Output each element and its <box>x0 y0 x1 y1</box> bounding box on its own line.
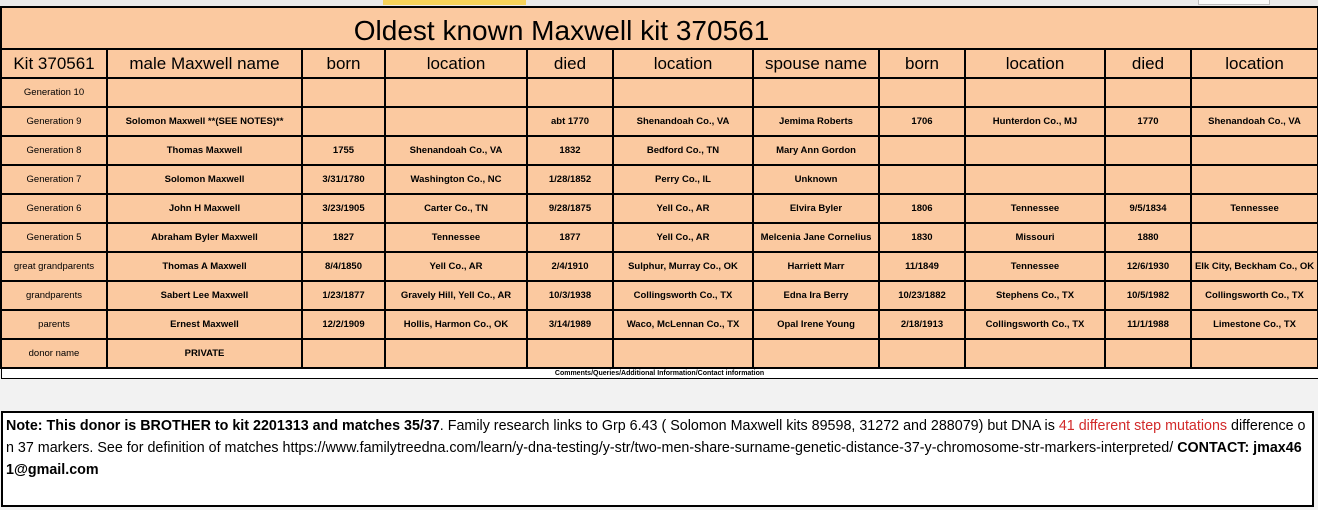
data-cell[interactable]: Tennessee <box>385 223 527 252</box>
data-cell[interactable]: 10/3/1938 <box>527 281 613 310</box>
generation-label-cell[interactable]: Generation 6 <box>1 194 107 223</box>
data-cell[interactable]: Melcenia Jane Cornelius <box>753 223 879 252</box>
column-header[interactable]: died <box>527 49 613 78</box>
data-cell[interactable]: 1/23/1877 <box>302 281 385 310</box>
column-header[interactable]: born <box>302 49 385 78</box>
data-cell[interactable]: Shenandoah Co., VA <box>613 107 753 136</box>
table-row <box>1 310 1318 339</box>
data-cell[interactable]: Opal Irene Young <box>753 310 879 339</box>
data-cell[interactable]: Solomon Maxwell **(SEE NOTES)** <box>107 107 302 136</box>
data-cell[interactable]: 3/31/1780 <box>302 165 385 194</box>
data-cell[interactable]: Washington Co., NC <box>385 165 527 194</box>
data-cell[interactable] <box>1191 78 1318 107</box>
column-header[interactable]: died <box>1105 49 1191 78</box>
data-cell[interactable] <box>1105 165 1191 194</box>
data-cell[interactable]: Shenandoah Co., VA <box>1191 107 1318 136</box>
column-header[interactable]: location <box>613 49 753 78</box>
note-bold-intro: Note: This donor is BROTHER to kit 2201313 and matches 35/37 <box>6 418 440 434</box>
generation-label-cell[interactable]: Generation 9 <box>1 107 107 136</box>
data-cell[interactable] <box>965 78 1105 107</box>
data-cell[interactable]: Yell Co., AR <box>385 252 527 281</box>
data-cell[interactable]: Ernest Maxwell <box>107 310 302 339</box>
data-cell[interactable]: 9/5/1834 <box>1105 194 1191 223</box>
data-cell[interactable]: Edna Ira Berry <box>753 281 879 310</box>
data-cell[interactable] <box>753 78 879 107</box>
data-cell[interactable] <box>1191 136 1318 165</box>
family-tree-table <box>0 6 1318 379</box>
toolbar-button-edge[interactable] <box>1198 0 1270 5</box>
comments-row <box>1 368 1318 379</box>
data-cell[interactable] <box>965 165 1105 194</box>
data-cell[interactable] <box>385 107 527 136</box>
table-row <box>1 194 1318 223</box>
table-row <box>1 339 1318 368</box>
data-cell[interactable] <box>879 165 965 194</box>
data-cell[interactable] <box>753 339 879 368</box>
data-cell[interactable] <box>613 339 753 368</box>
generation-label-cell[interactable]: parents <box>1 310 107 339</box>
table-row <box>1 78 1318 107</box>
data-cell[interactable]: 1830 <box>879 223 965 252</box>
data-cell[interactable]: Hollis, Harmon Co., OK <box>385 310 527 339</box>
generation-label-cell[interactable]: donor name <box>1 339 107 368</box>
data-cell[interactable]: 1832 <box>527 136 613 165</box>
comments-label[interactable]: Comments/Queries/Additional Information/Contact information <box>1 368 1318 379</box>
data-cell[interactable]: 11/1/1988 <box>1105 310 1191 339</box>
data-cell[interactable]: Yell Co., AR <box>613 194 753 223</box>
data-cell[interactable]: Thomas A Maxwell <box>107 252 302 281</box>
data-cell[interactable]: Abraham Byler Maxwell <box>107 223 302 252</box>
data-cell[interactable] <box>527 339 613 368</box>
data-cell[interactable]: Harriett Marr <box>753 252 879 281</box>
note-text-2: difference on 37 markers. See for definition of matches https://www.familytreedna.com/learn/y-dna-testing/y-str/two-men-share-surname-genetic-distance-37-y-chromosome-str-markers-interpreted/ <box>6 418 1306 456</box>
data-cell[interactable]: 12/6/1930 <box>1105 252 1191 281</box>
data-cell[interactable]: 1706 <box>879 107 965 136</box>
data-cell[interactable] <box>1191 165 1318 194</box>
data-cell[interactable]: Carter Co., TN <box>385 194 527 223</box>
data-cell[interactable]: Gravely Hill, Yell Co., AR <box>385 281 527 310</box>
data-cell[interactable] <box>527 78 613 107</box>
page-title[interactable] <box>1 7 1318 49</box>
data-cell[interactable]: 3/14/1989 <box>527 310 613 339</box>
data-cell[interactable] <box>879 78 965 107</box>
data-cell[interactable]: Collingsworth Co., TX <box>965 310 1105 339</box>
data-cell[interactable] <box>302 78 385 107</box>
column-header[interactable]: location <box>1191 49 1318 78</box>
data-cell[interactable]: 1827 <box>302 223 385 252</box>
data-cell[interactable]: Collingsworth Co., TX <box>1191 281 1318 310</box>
data-cell[interactable] <box>1191 223 1318 252</box>
data-cell[interactable]: 1/28/1852 <box>527 165 613 194</box>
note-red-text: 41 different step mutations <box>1058 418 1228 434</box>
data-cell[interactable] <box>879 136 965 165</box>
column-header[interactable]: location <box>965 49 1105 78</box>
data-cell[interactable] <box>1105 78 1191 107</box>
data-cell[interactable]: 1755 <box>302 136 385 165</box>
data-cell[interactable]: 1806 <box>879 194 965 223</box>
table-row <box>1 107 1318 136</box>
data-cell[interactable] <box>879 339 965 368</box>
generation-label-cell[interactable]: great grandparents <box>1 252 107 281</box>
data-cell[interactable]: Bedford Co., TN <box>613 136 753 165</box>
data-cell[interactable]: Tennessee <box>965 252 1105 281</box>
data-cell[interactable]: 2/18/1913 <box>879 310 965 339</box>
table-row <box>1 136 1318 165</box>
note-contact: CONTACT: jmax461@gmail.com <box>6 440 1302 478</box>
table-row <box>1 165 1318 194</box>
data-cell[interactable]: Mary Ann Gordon <box>753 136 879 165</box>
note-text-1: . Family research links to Grp 6.43 ( Solomon Maxwell kits 89598, 31272 and 288079) but DNA is <box>439 418 1059 434</box>
data-cell[interactable] <box>1105 136 1191 165</box>
data-cell[interactable]: 1880 <box>1105 223 1191 252</box>
column-header[interactable]: spouse name <box>753 49 879 78</box>
data-cell[interactable] <box>965 136 1105 165</box>
data-cell[interactable]: Stephens Co., TX <box>965 281 1105 310</box>
data-cell[interactable]: Tennessee <box>1191 194 1318 223</box>
data-cell[interactable] <box>385 78 527 107</box>
table-row <box>1 252 1318 281</box>
data-cell[interactable] <box>613 78 753 107</box>
data-cell[interactable] <box>302 107 385 136</box>
data-cell[interactable]: Limestone Co., TX <box>1191 310 1318 339</box>
generation-label-cell[interactable]: Generation 5 <box>1 223 107 252</box>
data-cell[interactable]: 10/5/1982 <box>1105 281 1191 310</box>
table-row <box>1 281 1318 310</box>
column-header[interactable]: Kit 370561 <box>1 49 107 78</box>
data-cell[interactable] <box>1191 339 1318 368</box>
data-cell[interactable]: Solomon Maxwell <box>107 165 302 194</box>
selected-column-indicator[interactable] <box>383 0 526 5</box>
data-cell[interactable]: 11/1849 <box>879 252 965 281</box>
data-cell[interactable]: Shenandoah Co., VA <box>385 136 527 165</box>
table-row <box>1 223 1318 252</box>
data-cell[interactable]: Elvira Byler <box>753 194 879 223</box>
notes-cell[interactable] <box>1 411 1314 507</box>
data-cell[interactable]: Yell Co., AR <box>613 223 753 252</box>
data-cell[interactable]: Waco, McLennan Co., TX <box>613 310 753 339</box>
generation-label-cell[interactable]: grandparents <box>1 281 107 310</box>
title-text: Oldest known Maxwell kit 370561 <box>353 15 770 46</box>
column-header[interactable]: location <box>385 49 527 78</box>
data-cell[interactable]: Perry Co., IL <box>613 165 753 194</box>
data-cell[interactable]: 8/4/1850 <box>302 252 385 281</box>
generation-label-cell[interactable]: Generation 10 <box>1 78 107 107</box>
data-cell[interactable]: Jemima Roberts <box>753 107 879 136</box>
data-cell[interactable]: 10/23/1882 <box>879 281 965 310</box>
data-cell[interactable]: Sabert Lee Maxwell <box>107 281 302 310</box>
data-cell[interactable]: 2/4/1910 <box>527 252 613 281</box>
data-cell[interactable]: 3/23/1905 <box>302 194 385 223</box>
data-cell[interactable] <box>385 339 527 368</box>
data-cell[interactable]: Tennessee <box>965 194 1105 223</box>
data-cell[interactable]: PRIVATE <box>107 339 302 368</box>
data-cell[interactable]: Unknown <box>753 165 879 194</box>
data-cell[interactable] <box>1105 339 1191 368</box>
data-cell[interactable]: 9/28/1875 <box>527 194 613 223</box>
data-cell[interactable]: 1877 <box>527 223 613 252</box>
data-cell[interactable] <box>965 339 1105 368</box>
data-cell[interactable]: John H Maxwell <box>107 194 302 223</box>
data-cell[interactable] <box>302 339 385 368</box>
generation-label-cell[interactable]: Generation 8 <box>1 136 107 165</box>
data-cell[interactable]: 1770 <box>1105 107 1191 136</box>
data-cell[interactable]: Collingsworth Co., TX <box>613 281 753 310</box>
data-cell[interactable]: abt 1770 <box>527 107 613 136</box>
data-cell[interactable] <box>107 78 302 107</box>
data-cell[interactable]: 12/2/1909 <box>302 310 385 339</box>
generation-label-cell[interactable]: Generation 7 <box>1 165 107 194</box>
header-row <box>1 49 1318 78</box>
data-cell[interactable]: Missouri <box>965 223 1105 252</box>
data-cell[interactable]: Sulphur, Murray Co., OK <box>613 252 753 281</box>
column-header[interactable]: male Maxwell name <box>107 49 302 78</box>
data-cell[interactable]: Elk City, Beckham Co., OK <box>1191 252 1318 281</box>
column-header[interactable]: born <box>879 49 965 78</box>
data-cell[interactable]: Hunterdon Co., MJ <box>965 107 1105 136</box>
data-cell[interactable]: Thomas Maxwell <box>107 136 302 165</box>
